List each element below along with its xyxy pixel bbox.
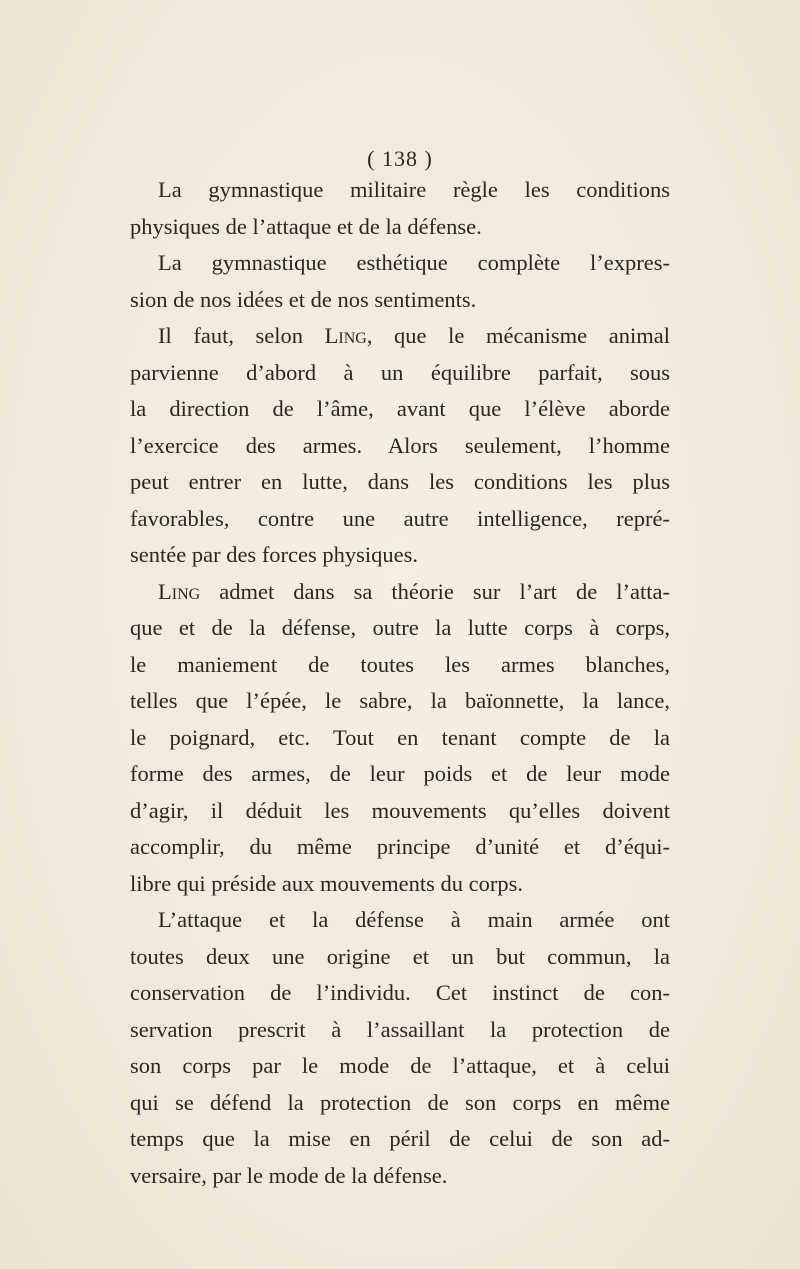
text-line: le maniement de toutes les armes blanches, [130,651,670,677]
author-name: Ling [158,578,201,604]
text-line: versaire, par le mode de la défense. [130,1162,448,1188]
text-line: d’agir, il déduit les mouvements qu’elles doivent [130,797,670,823]
text-line: telles que l’épée, le sabre, la baïonnette, la lance, [130,688,670,713]
text-line: la direction de l’âme, avant que l’élève aborde [130,396,670,421]
text-line: forme des armes, de leur poids et de leur mode [130,761,670,786]
page-number: ( 138 ) [367,146,433,171]
text-line: sion de nos idées et de nos sentiments. [130,286,477,312]
text-line: servation prescrit à l’assaillant la protection de [130,1016,670,1042]
text-line: La gymnastique militaire règle les conditions [158,177,670,202]
author-name: Ling [324,323,367,348]
text-line: physiques de l’attaque et de la défense. [130,213,482,239]
text-line: le poignard, etc. Tout en tenant compte de la [130,724,670,750]
text-line: La gymnastique esthétique complète l’expres- [158,250,670,275]
text-line: qui se défend la protection de son corps en même [130,1089,670,1115]
text-line: temps que la mise en péril de celui de son ad- [130,1126,670,1151]
text-line: L’attaque et la défense à main armée ont [158,907,670,932]
text-line: favorables, contre une autre intelligence, repré- [130,505,670,531]
text-line: toutes deux une origine et un but commun, la [130,943,670,969]
text-line: Il faut, selon Ling, que le mécanisme animal [158,323,670,348]
text-line: Ling admet dans sa théorie sur l’art de l’atta- [158,578,670,604]
text-line: conservation de l’individu. Cet instinct de con- [130,980,670,1005]
text-line: parvienne d’abord à un équilibre parfait, sous [130,359,670,385]
text-line: l’exercice des armes. Alors seulement, l’homme [130,432,670,458]
text-line: libre qui préside aux mouvements du corps. [130,870,524,896]
text-line: son corps par le mode de l’attaque, et à celui [130,1053,670,1078]
body-text [130,172,670,1194]
text-line: que et de la défense, outre la lutte corps à corps, [130,615,670,640]
text-line: accomplir, du même principe d’unité et d’équi- [130,834,670,859]
text-line: peut entrer en lutte, dans les conditions les plus [130,469,670,494]
text-line: sentée par des forces physiques. [130,542,419,567]
